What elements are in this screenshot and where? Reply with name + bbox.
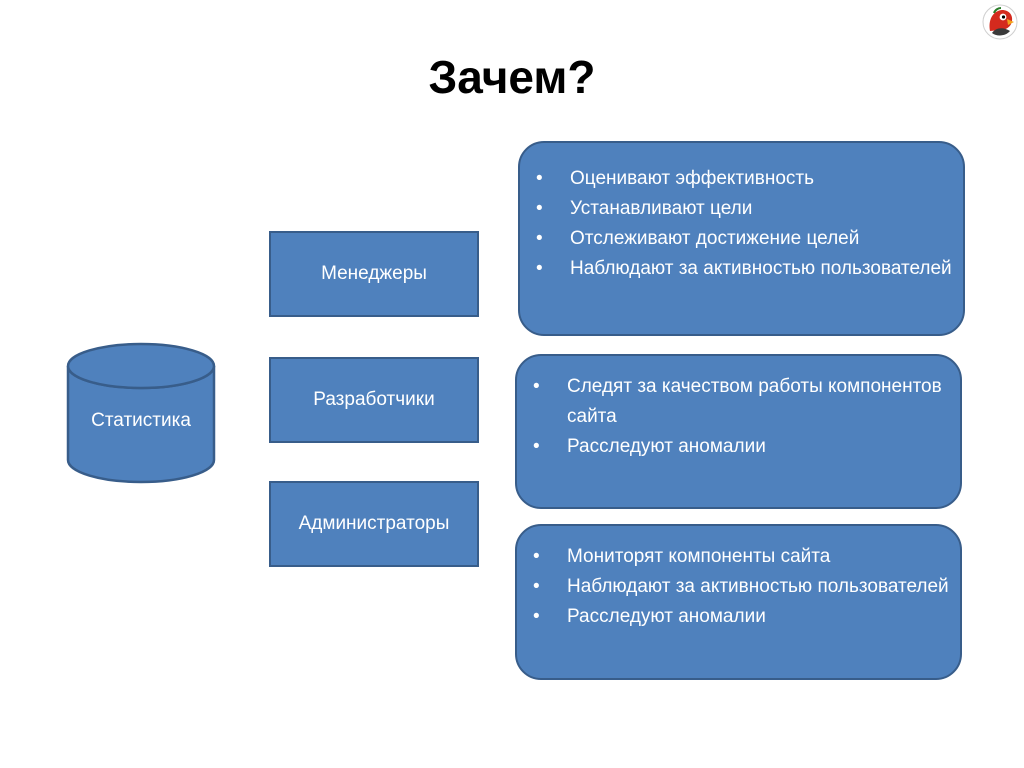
bullet-item: • Расследуют аномалии [517,602,960,632]
bullet-item: • Следят за качеством работы компонентов сайта [517,372,960,432]
bullet-item: • Отслеживают достижение целей [520,224,963,254]
statistics-label: Статистика [91,410,191,431]
parrot-logo-icon [982,3,1018,41]
panel-managers-duties [518,141,965,336]
panel-administrators-duties [515,524,962,680]
bullet-list [520,143,963,284]
bullet-item: • Наблюдают за активностью пользователей [520,254,963,284]
role-box-developers: Разработчики [269,357,479,443]
bullet-item: • Оценивают эффективность [520,164,963,194]
bullet-item: • Наблюдают за активностью пользователей [517,572,960,602]
bullet-item: • Расследуют аномалии [517,432,960,462]
role-box-administrators: Администраторы [269,481,479,567]
bullet-item: • Мониторят компоненты сайта [517,542,960,572]
panel-developers-duties [515,354,962,509]
bullet-list [517,526,960,632]
bullet-list [517,356,960,462]
slide-title: Зачем? [428,51,596,103]
role-box-managers: Менеджеры [269,231,479,317]
bullet-item: • Устанавливают цели [520,194,963,224]
